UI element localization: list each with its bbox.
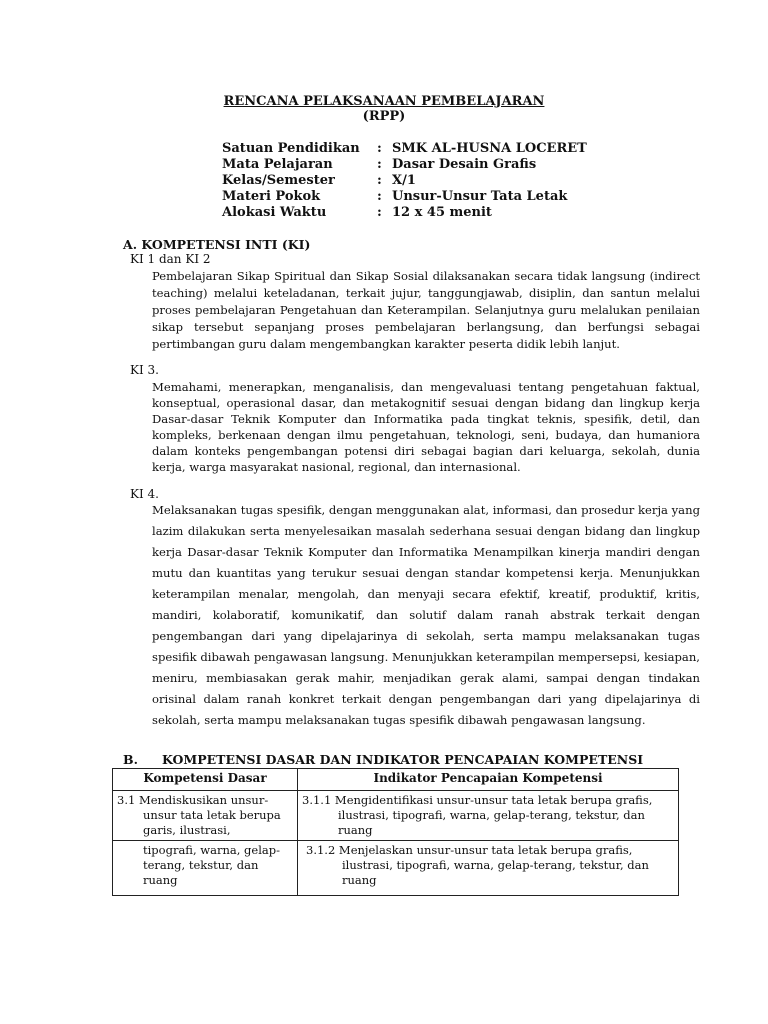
identity-colon: : — [377, 141, 382, 156]
ki4-paragraph: Melaksanakan tugas spesifik, dengan menggunakan alat, informasi, dan prosedur kerja yang lazim dilakukan serta menyelesaikan masalah sederhana sesuai dengan bidang dan lingkup kerja Dasar-dasar Teknik Komputer dan Informatika Menampilkan kinerja mandiri dengan mutu dan kuantitas yang terukur sesuai dengan standar kompetensi kerja. Menunjukkan keterampilan menalar, mengolah, dan menyaji secara efektif, kreatif, produktif, kritis, mandiri, kolaboratif, komunikatif, dan solutif dalam ranah abstrak terkait dengan pengembangan dari yang dipelajarinya di sekolah, serta mampu melaksanakan tugas spesifik dibawah pengawasan langsung. Menunjukkan keterampilan mempersepsi, kesiapan, meniru, membiasakan gerak mahir, menjadikan gerak alami, sampai dengan tindakan orisinal dalam ranah konkret terkait dengan pengembangan dari yang dipelajarinya di sekolah, serta mampu melaksanakan tugas spesifik dibawah pengawasan langsung. — [152, 503, 700, 727]
kd-text: 3.1 Mendiskusikan unsur-unsur tata letak berupa garis, ilustrasi, — [117, 793, 281, 837]
document-subtitle: (RPP) — [362, 109, 406, 124]
kd-text: tipografi, warna, gelap-terang, tekstur, dan ruang — [143, 843, 281, 887]
ki3-paragraph: Memahami, menerapkan, menganalisis, dan mengevaluasi tentang pengetahuan faktual, konseptual, operasional dasar, dan metakognitif sesuai dengan bidang dan lingkup kerja Dasar-dasar Teknik Komputer dan Informatika pada tingkat teknis, spesifik, detil, dan kompleks, berkenaan dengan ilmu pengetahuan, teknologi, seni, budaya, dan humaniora dalam konteks pengembangan potensi diri sebagai bagian dari keluarga, sekolah, dunia kerja, warga masyarakat nasional, regional, dan internasional. — [152, 380, 700, 474]
ki12-label: KI 1 dan KI 2 — [130, 252, 211, 266]
identity-row — [222, 205, 587, 221]
identity-label: Mata Pelajaran — [222, 157, 333, 172]
column-header: Indikator Pencapaian Kompetensi — [298, 769, 679, 791]
identity-row — [222, 173, 587, 189]
table-cell-kd — [113, 791, 298, 841]
identity-label: Alokasi Waktu — [222, 205, 327, 220]
document-title: RENCANA PELAKSANAAN PEMBELAJARAN — [223, 94, 545, 109]
identity-colon: : — [377, 189, 382, 204]
identity-value: 12 x 45 menit — [392, 205, 492, 220]
table-header-row — [113, 769, 679, 791]
section-a-heading: A. KOMPETENSI INTI (KI) — [123, 237, 311, 252]
identity-colon: : — [377, 157, 382, 172]
table-row — [113, 841, 679, 896]
competency-table — [112, 768, 679, 896]
table-cell-indicator — [298, 841, 679, 896]
table-cell-indicator — [298, 791, 679, 841]
identity-row — [222, 157, 587, 173]
indicator-text: 3.1.2 Menjelaskan unsur-unsur tata letak berupa grafis, ilustrasi, tipografi, warna, gelap-terang, tekstur, dan ruang — [306, 843, 649, 887]
identity-block — [222, 141, 587, 221]
identity-value: Dasar Desain Grafis — [392, 157, 537, 172]
identity-colon: : — [377, 205, 382, 220]
identity-value: Unsur-Unsur Tata Letak — [392, 189, 568, 204]
table-row — [113, 791, 679, 841]
identity-row — [222, 189, 587, 205]
ki3-label: KI 3. — [130, 363, 159, 377]
identity-label: Materi Pokok — [222, 189, 321, 204]
indicator-text: 3.1.1 Mengidentifikasi unsur-unsur tata letak berupa grafis, ilustrasi, tipografi, warna, gelap-terang, tekstur, dan ruang — [302, 793, 653, 837]
table-cell-kd — [113, 841, 298, 896]
ki4-label: KI 4. — [130, 487, 159, 501]
identity-value: X/1 — [392, 173, 416, 188]
column-header: Kompetensi Dasar — [113, 769, 298, 791]
section-b-heading: KOMPETENSI DASAR DAN INDIKATOR PENCAPAIAN KOMPETENSI — [162, 752, 644, 767]
identity-value: SMK AL-HUSNA LOCERET — [392, 141, 587, 156]
ki12-paragraph: Pembelajaran Sikap Spiritual dan Sikap Sosial dilaksanakan secara tidak langsung (indirect teaching) melalui keteladanan, terkait jujur, tanggungjawab, disiplin, dan santun melalui proses pembelajaran Pengetahuan dan Keterampilan. Selanjutnya guru melalukan penilaian sikap tersebut sepanjang proses pembelajaran berlangsung, dan berfungsi sebagai pertimbangan guru dalam mengembangkan karakter peserta didik lebih lanjut. — [152, 269, 700, 351]
section-b-number: B. — [123, 752, 138, 767]
identity-colon: : — [377, 173, 382, 188]
identity-label: Kelas/Semester — [222, 173, 335, 188]
identity-row — [222, 141, 587, 157]
identity-label: Satuan Pendidikan — [222, 141, 360, 156]
